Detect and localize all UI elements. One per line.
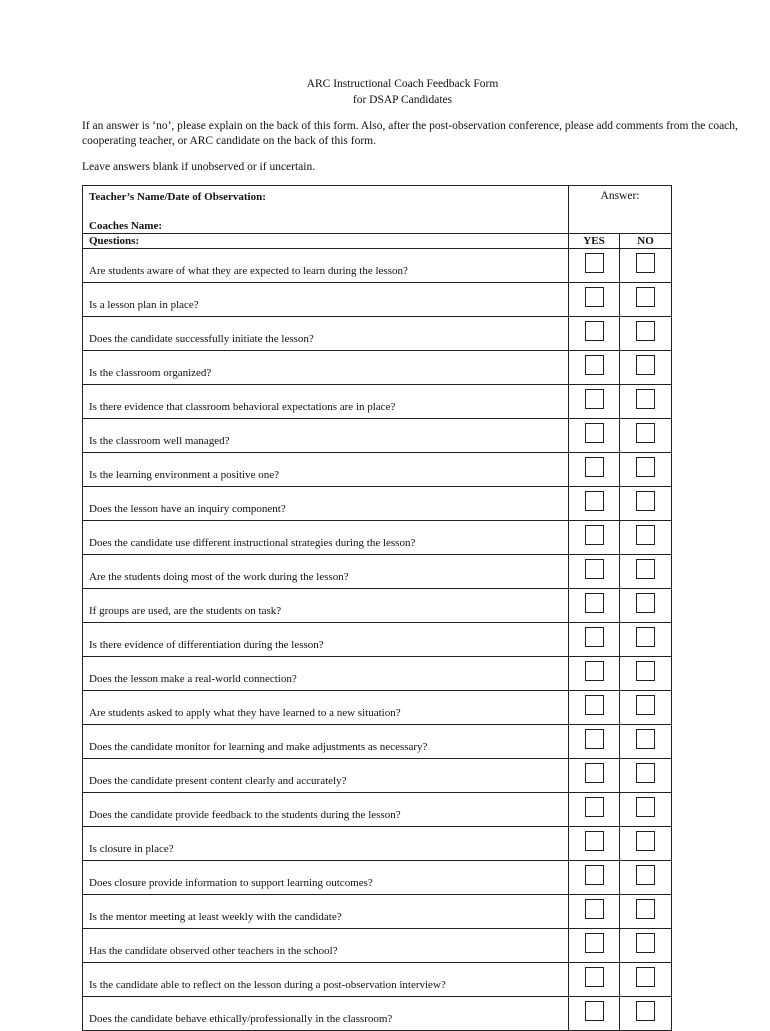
no-checkbox[interactable] (636, 355, 655, 375)
yes-checkbox[interactable] (585, 1001, 604, 1021)
yes-cell (569, 725, 620, 759)
no-checkbox[interactable] (636, 253, 655, 273)
no-checkbox[interactable] (636, 831, 655, 851)
yes-header: YES (569, 234, 620, 249)
coach-name-label: Coaches Name: (89, 220, 163, 232)
yes-cell (569, 351, 620, 385)
yes-cell (569, 895, 620, 929)
no-cell (620, 385, 672, 419)
feedback-table (82, 185, 672, 1031)
yes-checkbox[interactable] (585, 491, 604, 511)
question-row (83, 997, 672, 1031)
question-text: Is closure in place? (83, 827, 569, 861)
yes-checkbox[interactable] (585, 797, 604, 817)
no-cell (620, 351, 672, 385)
no-cell (620, 827, 672, 861)
no-checkbox[interactable] (636, 559, 655, 579)
question-row (83, 929, 672, 963)
question-text: Does the lesson make a real-world connection? (83, 657, 569, 691)
yes-checkbox[interactable] (585, 423, 604, 443)
question-row (83, 521, 672, 555)
yes-checkbox[interactable] (585, 899, 604, 919)
question-row (83, 351, 672, 385)
no-checkbox[interactable] (636, 797, 655, 817)
question-row (83, 623, 672, 657)
yes-cell (569, 521, 620, 555)
teacher-name-label: Teacher’s Name/Date of Observation: (89, 191, 266, 203)
question-row (83, 793, 672, 827)
question-row (83, 827, 672, 861)
no-cell (620, 487, 672, 521)
yes-checkbox[interactable] (585, 253, 604, 273)
no-checkbox[interactable] (636, 933, 655, 953)
no-checkbox[interactable] (636, 491, 655, 511)
yes-checkbox[interactable] (585, 865, 604, 885)
question-text: Are students aware of what they are expected to learn during the lesson? (83, 249, 569, 283)
question-row (83, 759, 672, 793)
yes-cell (569, 691, 620, 725)
yes-cell (569, 249, 620, 283)
yes-cell (569, 963, 620, 997)
question-text: Are the students doing most of the work during the lesson? (83, 555, 569, 589)
question-text: Is a lesson plan in place? (83, 283, 569, 317)
no-checkbox[interactable] (636, 457, 655, 477)
question-row (83, 725, 672, 759)
yes-cell (569, 861, 620, 895)
yes-cell (569, 623, 620, 657)
no-checkbox[interactable] (636, 287, 655, 307)
no-cell (620, 283, 672, 317)
form-subtitle: for DSAP Candidates (352, 94, 453, 106)
no-cell (620, 623, 672, 657)
yes-checkbox[interactable] (585, 729, 604, 749)
yes-checkbox[interactable] (585, 627, 604, 647)
no-cell (620, 419, 672, 453)
question-row (83, 861, 672, 895)
yes-cell (569, 317, 620, 351)
question-text: Is the candidate able to reflect on the lesson during a post-observation interview? (83, 963, 569, 997)
no-checkbox[interactable] (636, 389, 655, 409)
question-row (83, 453, 672, 487)
question-row (83, 283, 672, 317)
yes-cell (569, 827, 620, 861)
no-checkbox[interactable] (636, 967, 655, 987)
yes-cell (569, 555, 620, 589)
no-cell (620, 249, 672, 283)
yes-checkbox[interactable] (585, 559, 604, 579)
question-text: Are students asked to apply what they have learned to a new situation? (83, 691, 569, 725)
yes-checkbox[interactable] (585, 695, 604, 715)
yes-cell (569, 453, 620, 487)
question-row (83, 691, 672, 725)
question-text: Is there evidence of differentiation during the lesson? (83, 623, 569, 657)
question-text: Is the mentor meeting at least weekly with the candidate? (83, 895, 569, 929)
no-checkbox[interactable] (636, 525, 655, 545)
no-cell (620, 555, 672, 589)
question-text: Does the candidate behave ethically/professionally in the classroom? (83, 997, 569, 1031)
no-cell (620, 895, 672, 929)
instructions-paragraph: If an answer is ‘no’, please explain on the back of this form. Also, after the post-observation conference, please add comments from the coach, cooperating teacher, or ARC candidate on the back of this form. (82, 120, 738, 147)
yes-checkbox[interactable] (585, 967, 604, 987)
yes-checkbox[interactable] (585, 457, 604, 477)
question-row (83, 487, 672, 521)
no-cell (620, 963, 672, 997)
no-checkbox[interactable] (636, 1001, 655, 1021)
answer-header: Answer: (569, 186, 672, 234)
question-text: Does the lesson have an inquiry component? (83, 487, 569, 521)
no-cell (620, 453, 672, 487)
no-cell (620, 657, 672, 691)
yes-cell (569, 589, 620, 623)
no-checkbox[interactable] (636, 763, 655, 783)
yes-cell (569, 385, 620, 419)
yes-cell (569, 283, 620, 317)
question-text: Does the candidate successfully initiate the lesson? (83, 317, 569, 351)
no-cell (620, 861, 672, 895)
question-row (83, 657, 672, 691)
question-text: Does the candidate provide feedback to the students during the lesson? (83, 793, 569, 827)
yes-cell (569, 487, 620, 521)
yes-checkbox[interactable] (585, 321, 604, 341)
blank-instructions: Leave answers blank if unobserved or if uncertain. (82, 161, 316, 173)
question-text: Does closure provide information to support learning outcomes? (83, 861, 569, 895)
question-row (83, 895, 672, 929)
header-row (83, 186, 672, 234)
yes-cell (569, 657, 620, 691)
no-checkbox[interactable] (636, 423, 655, 443)
question-row (83, 589, 672, 623)
no-cell (620, 725, 672, 759)
yes-cell (569, 419, 620, 453)
questions-header: Questions: (83, 234, 569, 249)
yes-checkbox[interactable] (585, 593, 604, 613)
column-header-row (83, 234, 672, 249)
yes-checkbox[interactable] (585, 661, 604, 681)
no-cell (620, 929, 672, 963)
yes-cell (569, 997, 620, 1031)
question-text: Is there evidence that classroom behavioral expectations are in place? (83, 385, 569, 419)
form-title: ARC Instructional Coach Feedback Form (306, 78, 499, 90)
no-checkbox[interactable] (636, 899, 655, 919)
observation-info-cell[interactable] (83, 186, 569, 234)
question-row (83, 555, 672, 589)
question-row (83, 963, 672, 997)
yes-checkbox[interactable] (585, 763, 604, 783)
question-text: Does the candidate present content clearly and accurately? (83, 759, 569, 793)
no-checkbox[interactable] (636, 865, 655, 885)
yes-cell (569, 929, 620, 963)
yes-checkbox[interactable] (585, 933, 604, 953)
question-text: Is the classroom organized? (83, 351, 569, 385)
yes-checkbox[interactable] (585, 389, 604, 409)
no-cell (620, 521, 672, 555)
no-checkbox[interactable] (636, 729, 655, 749)
no-cell (620, 793, 672, 827)
question-text: Does the candidate monitor for learning and make adjustments as necessary? (83, 725, 569, 759)
yes-checkbox[interactable] (585, 287, 604, 307)
yes-checkbox[interactable] (585, 355, 604, 375)
question-row (83, 249, 672, 283)
no-cell (620, 589, 672, 623)
no-cell (620, 997, 672, 1031)
question-text: If groups are used, are the students on task? (83, 589, 569, 623)
question-row (83, 419, 672, 453)
no-cell (620, 317, 672, 351)
no-checkbox[interactable] (636, 661, 655, 681)
yes-checkbox[interactable] (585, 831, 604, 851)
no-checkbox[interactable] (636, 321, 655, 341)
yes-cell (569, 793, 620, 827)
no-checkbox[interactable] (636, 627, 655, 647)
question-text: Is the learning environment a positive one? (83, 453, 569, 487)
question-text: Does the candidate use different instructional strategies during the lesson? (83, 521, 569, 555)
no-cell (620, 759, 672, 793)
question-text: Has the candidate observed other teachers in the school? (83, 929, 569, 963)
no-header: NO (620, 234, 672, 249)
question-row (83, 385, 672, 419)
no-cell (620, 691, 672, 725)
no-checkbox[interactable] (636, 695, 655, 715)
yes-cell (569, 759, 620, 793)
yes-checkbox[interactable] (585, 525, 604, 545)
no-checkbox[interactable] (636, 593, 655, 613)
question-text: Is the classroom well managed? (83, 419, 569, 453)
question-row (83, 317, 672, 351)
